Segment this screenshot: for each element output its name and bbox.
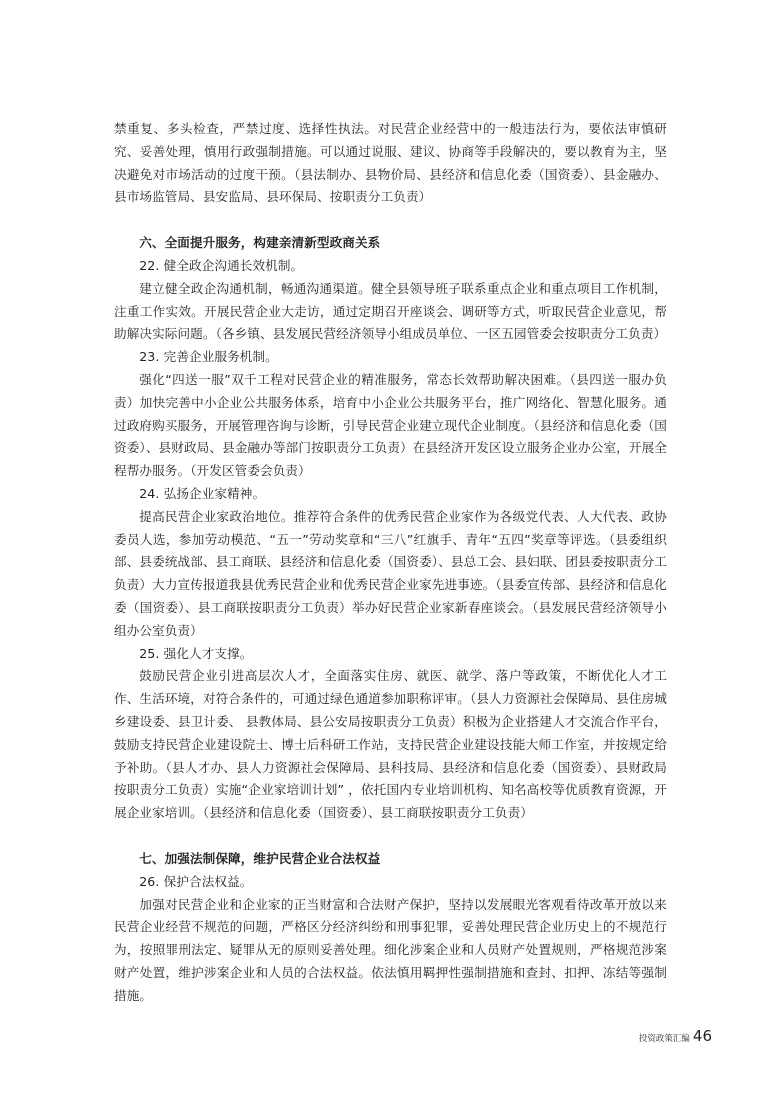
footer-label: 投资政策汇编 bbox=[638, 1034, 690, 1044]
subsection-24-title: 24. 弘扬企业家精神。 bbox=[139, 485, 266, 501]
paragraph-25: 鼓励民营企业引进高层次人才，全面落实住房、就医、就学、落户等政策，不断优化人才工作、生活环境，对符合条件的，可通过绿色通道参加职称评审。（县人力资源社会保障局、县住房城乡建设委、县卫计委、 县教体局、县公安局按职责分工负责）积极为企业搭建人才交流合作平台，鼓励支持民营企业建设院士、博士后科研工作站，支持民营企业建设技能大师工作室，并按规定给予补助。（县人才办、县人力资源社会保障局、县科技局、县经济和信息化委（国资委）、县财政局按职责分工负责）实施“企业家培训计划” ，依托国内专业培训机构、知名高校等优质教育资源，开展企业家培训。（县经济和信息化委（国资委）、县工商联按职责分工负责） bbox=[114, 668, 667, 821]
page-footer bbox=[639, 1027, 712, 1045]
section-heading-7: 七、加强法制保障，维护民营企业合法权益 bbox=[139, 850, 381, 866]
paragraph-22: 建立健全政企沟通机制，畅通沟通渠道。健全县领导班子联系重点企业和重点项目工作机制，注重工作实效。开展民营企业大走访，通过定期召开座谈会、调研等方式，听取民营企业意见，帮助解决实际问题。（各乡镇、县发展民营经济领导小组成员单位、一区五园管委会按职责分工负责） bbox=[114, 280, 667, 342]
subsection-25-title: 25. 强化人才支撑。 bbox=[139, 645, 253, 661]
document-body bbox=[114, 118, 667, 1007]
section-heading-6: 六、全面提升服务，构建亲清新型政商关系 bbox=[139, 235, 381, 251]
subsection-26-title: 26. 保护合法权益。 bbox=[139, 873, 253, 889]
subsection-23-title: 23. 完善企业服务机制。 bbox=[139, 349, 278, 365]
paragraph-23: 强化“四送一服”双千工程对民营企业的精准服务，常态长效帮助解决困难。（县四送一服办负责）加快完善中小企业公共服务体系，培育中小企业公共服务平台，推广网络化、智慧化服务。通过政府购买服务，开展管理咨询与诊断，引导民营企业建立现代企业制度。（县经济和信息化委（国资委）、县财政局、县金融办等部门按职责分工负责）在县经济开发区设立服务企业办公室，开展全程帮办服务。（开发区管委会负责） bbox=[114, 371, 667, 479]
subsection-22-title: 22. 健全政企沟通长效机制。 bbox=[139, 257, 304, 273]
page-number: 46 bbox=[692, 1027, 712, 1045]
paragraph-continued: 禁重复、多头检查，严禁过度、选择性执法。对民营企业经营中的一般违法行为，要依法审慎研究、妥善处理，慎用行政强制措施。可以通过说服、建议、协商等手段解决的，要以教育为主，坚决避免对市场活动的过度干预。（县法制办、县物价局、县经济和信息化委（国资委）、县金融办、县市场监管局、县安监局、县环保局、按职责分工负责） bbox=[114, 121, 667, 205]
paragraph-24: 提高民营企业家政治地位。推荐符合条件的优秀民营企业家作为各级党代表、人大代表、政协委员人选，参加劳动模范、“五一”劳动奖章和“三八”红旗手、青年“五四”奖章等评选。（县委组织部、县委统战部、县工商联、县经济和信息化委（国资委）、县总工会、县妇联、团县委按职责分工负责）大力宣传报道我县优秀民营企业和优秀民营企业家先进事迹。（县委宣传部、县经济和信息化委（国资委）、县工商联按职责分工负责）举办好民营企业家新春座谈会。（县发展民营经济领导小组办公室负责） bbox=[114, 508, 667, 638]
paragraph-26: 加强对民营企业和企业家的正当财富和合法财产保护，坚持以发展眼光客观看待改革开放以来民营企业经营不规范的问题，严格区分经济纠纷和刑事犯罪，妥善处理民营企业历史上的不规范行为，按照罪刑法定、疑罪从无的原则妥善处理。细化涉案企业和人员财产处置规则，严格规范涉案财产处置，维护涉案企业和人员的合法权益。依法慎用羁押性强制措施和查封、扣押、冻结等强制措施。 bbox=[114, 896, 667, 1003]
